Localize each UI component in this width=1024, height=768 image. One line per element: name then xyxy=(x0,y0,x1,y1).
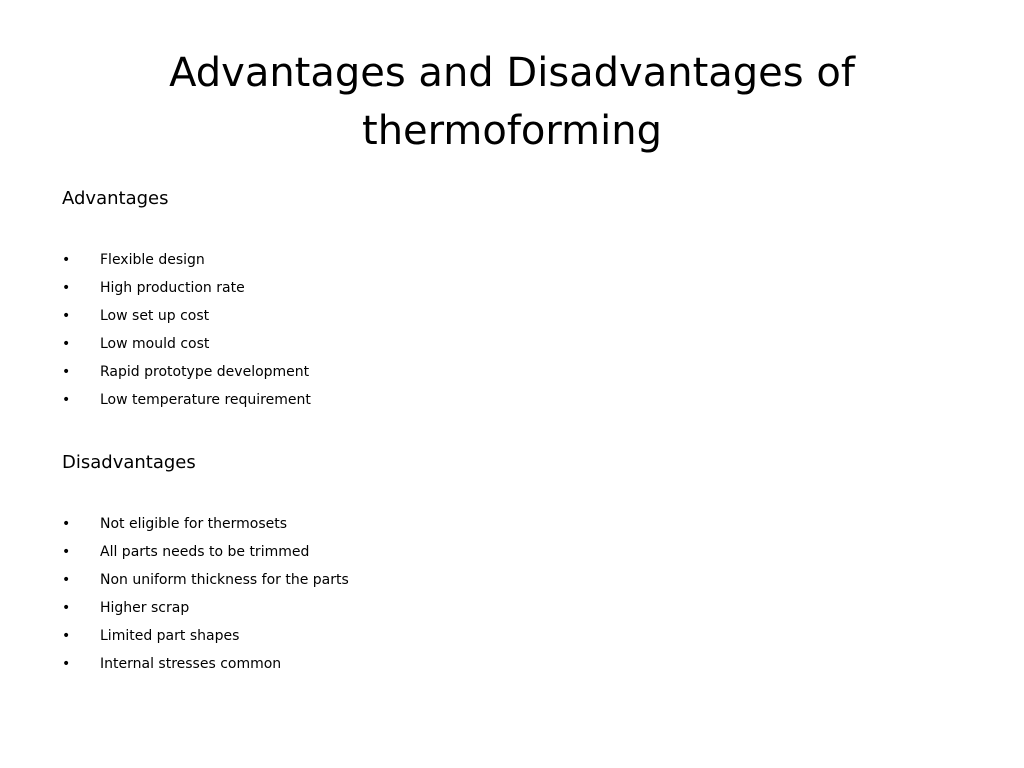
bullet-icon: • xyxy=(62,656,71,672)
advantage-item-text: High production rate xyxy=(100,280,245,296)
bullet-icon: • xyxy=(62,364,71,380)
bullet-icon: • xyxy=(62,252,71,268)
disadvantage-item-text: Not eligible for thermosets xyxy=(100,516,288,532)
advantage-item xyxy=(62,246,662,274)
disadvantage-item-text: Non uniform thickness for the parts xyxy=(100,572,349,588)
advantage-item xyxy=(62,302,662,330)
advantage-item xyxy=(62,358,662,386)
disadvantage-item-text: Internal stresses common xyxy=(100,656,282,672)
disadvantages-heading: Disadvantages xyxy=(62,452,196,473)
advantage-item-text: Flexible design xyxy=(100,252,205,268)
disadvantage-item xyxy=(62,594,662,622)
disadvantages-list xyxy=(62,510,662,678)
bullet-icon: • xyxy=(62,392,71,408)
advantages-heading: Advantages xyxy=(62,188,169,209)
disadvantage-item xyxy=(62,622,662,650)
bullet-icon: • xyxy=(62,572,71,588)
disadvantages-section xyxy=(62,450,662,678)
bullet-icon: • xyxy=(62,600,71,616)
advantage-item xyxy=(62,386,662,414)
bullet-icon: • xyxy=(62,628,71,644)
disadvantage-item-text: All parts needs to be trimmed xyxy=(100,544,310,560)
advantage-item-text: Low temperature requirement xyxy=(100,392,311,408)
advantage-item-text: Rapid prototype development xyxy=(100,364,310,380)
disadvantage-item-text: Limited part shapes xyxy=(100,628,240,644)
bullet-icon: • xyxy=(62,544,71,560)
advantages-list xyxy=(62,246,662,414)
disadvantage-item-text: Higher scrap xyxy=(100,600,190,616)
disadvantage-item xyxy=(62,538,662,566)
slide-title: Advantages and Disadvantages of thermoforming xyxy=(169,50,855,154)
disadvantage-item xyxy=(62,650,662,678)
advantage-item-text: Low set up cost xyxy=(100,308,210,324)
bullet-icon: • xyxy=(62,308,71,324)
disadvantage-item xyxy=(62,510,662,538)
advantage-item xyxy=(62,274,662,302)
advantage-item-text: Low mould cost xyxy=(100,336,210,352)
bullet-icon: • xyxy=(62,336,71,352)
bullet-icon: • xyxy=(62,516,71,532)
disadvantage-item xyxy=(62,566,662,594)
bullet-icon: • xyxy=(62,280,71,296)
advantages-section xyxy=(62,186,662,414)
advantage-item xyxy=(62,330,662,358)
